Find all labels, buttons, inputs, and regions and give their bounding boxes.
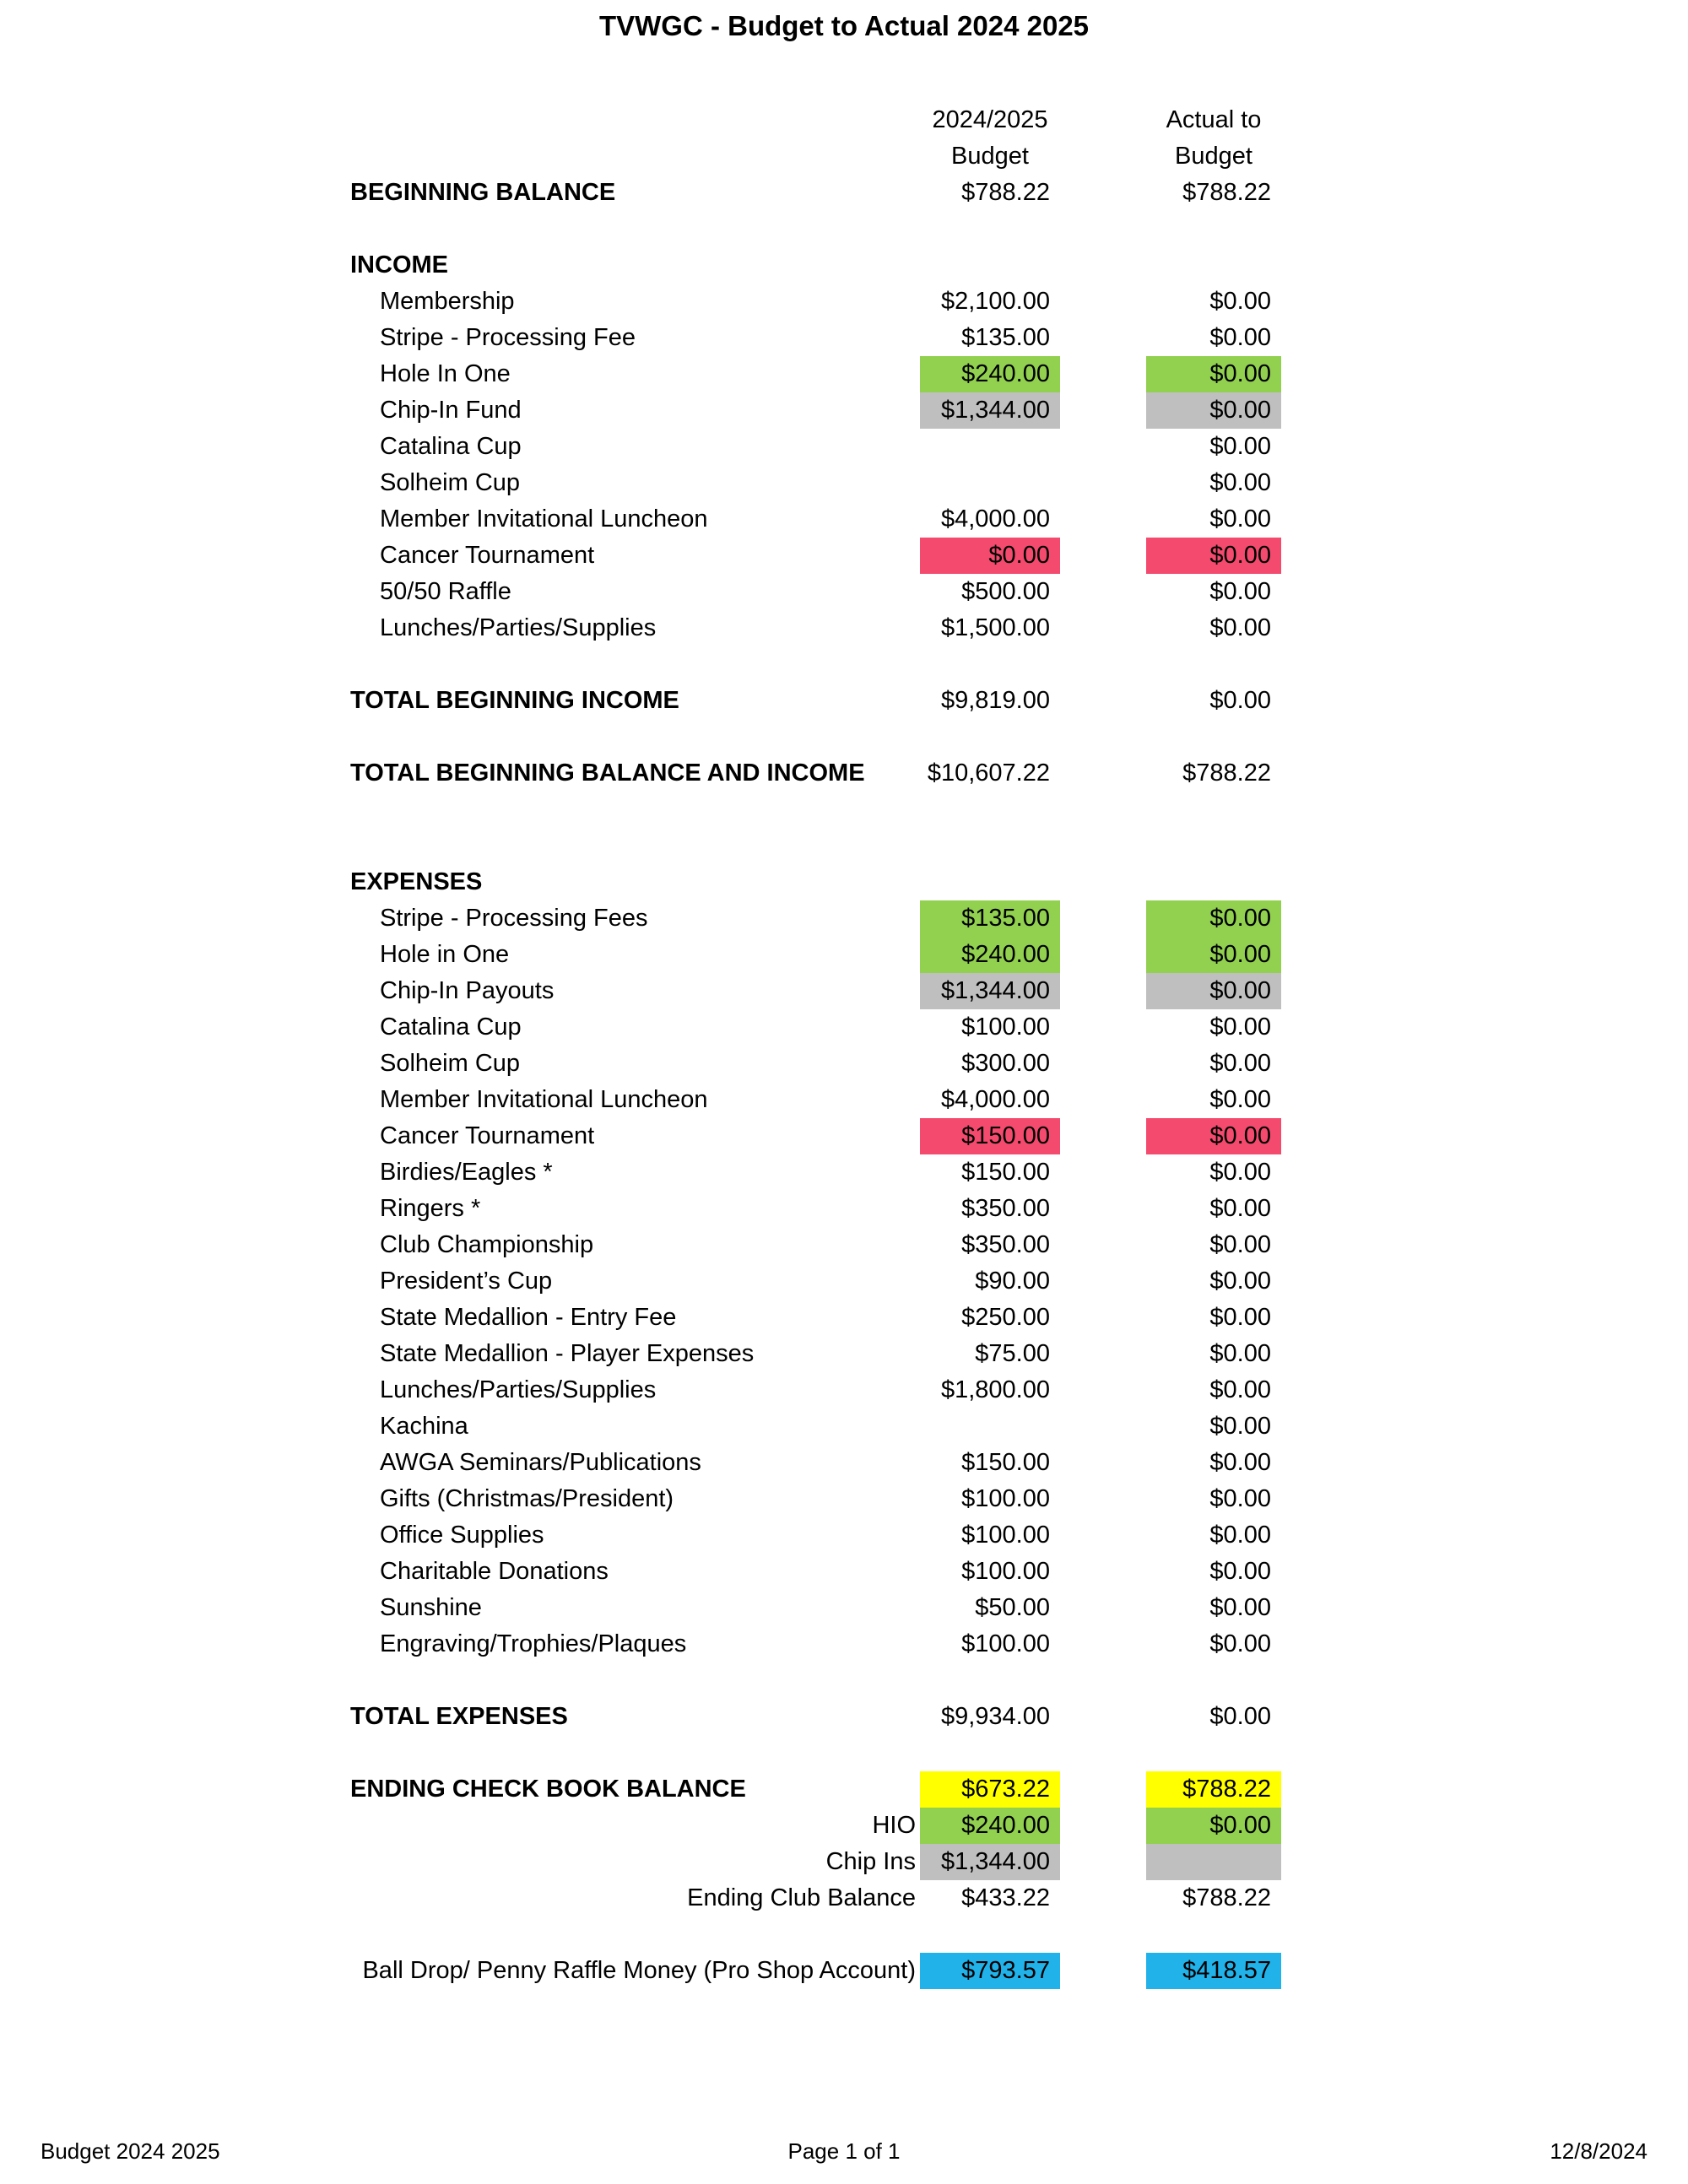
row-label: Stripe - Processing Fees <box>380 905 648 932</box>
table-row <box>0 1408 1688 1445</box>
row-label: EXPENSES <box>350 868 483 895</box>
actual-value-cell: $0.00 <box>1146 973 1281 1009</box>
actual-value-cell: $0.00 <box>1209 433 1271 460</box>
column-gap <box>1060 1517 1146 1554</box>
column-gap <box>1060 356 1146 392</box>
actual-value-cell: $0.00 <box>1209 1195 1271 1222</box>
table-row <box>0 284 1688 320</box>
column-gap <box>1060 1445 1146 1481</box>
column-gap <box>1060 574 1146 610</box>
table-row <box>0 1082 1688 1118</box>
row-label: Hole In One <box>380 360 511 387</box>
row-label: State Medallion - Player Expenses <box>380 1340 755 1367</box>
table-row <box>0 1481 1688 1517</box>
table-row <box>0 1118 1688 1154</box>
actual-value-cell <box>1146 864 1281 900</box>
row-label: Club Championship <box>380 1231 594 1258</box>
table-row <box>0 1445 1688 1481</box>
table-row <box>0 501 1688 538</box>
actual-value-cell: $0.00 <box>1209 505 1271 532</box>
actual-value-cell: $0.00 <box>1146 356 1281 392</box>
actual-value-cell: $0.00 <box>1209 1231 1271 1258</box>
column-header-row-2 <box>0 138 1688 175</box>
budget-value-cell <box>920 864 1060 900</box>
table-row <box>0 1808 1688 1844</box>
budget-value-cell: $100.00 <box>961 1014 1050 1041</box>
actual-value-cell: $0.00 <box>1209 1630 1271 1657</box>
column-gap <box>1060 1844 1146 1880</box>
budget-value-cell: $1,344.00 <box>920 392 1060 429</box>
actual-value-cell: $788.22 <box>1182 760 1271 787</box>
table-row <box>0 175 1688 211</box>
actual-value-cell: $788.22 <box>1182 1884 1271 1911</box>
row-label: Lunches/Parties/Supplies <box>380 1376 657 1403</box>
spacer-row <box>0 792 1688 828</box>
row-label: Stripe - Processing Fee <box>380 324 636 351</box>
table-row <box>0 1191 1688 1227</box>
row-label: INCOME <box>350 251 448 278</box>
row-label: HIO <box>872 1812 916 1839</box>
actual-value-cell: $0.00 <box>1146 1808 1281 1844</box>
budget-value-cell: $240.00 <box>920 356 1060 392</box>
row-label: Birdies/Eagles * <box>380 1159 553 1186</box>
table-row <box>0 610 1688 646</box>
table-row <box>0 538 1688 574</box>
table-row <box>0 1300 1688 1336</box>
column-gap <box>1060 937 1146 973</box>
budget-column-header-line2: Budget <box>951 143 1029 170</box>
row-label: Office Supplies <box>380 1522 544 1549</box>
actual-value-cell: $0.00 <box>1209 1159 1271 1186</box>
column-gap <box>1060 1191 1146 1227</box>
budget-value-cell: $2,100.00 <box>940 288 1050 315</box>
spacer-row <box>0 828 1688 864</box>
budget-value-cell <box>920 1408 1060 1445</box>
column-gap <box>1060 1336 1146 1372</box>
budget-value-cell: $135.00 <box>961 324 1050 351</box>
column-gap <box>1060 1554 1146 1590</box>
table-row <box>0 1880 1688 1916</box>
actual-value-cell: $418.57 <box>1146 1953 1281 1989</box>
column-gap <box>1060 538 1146 574</box>
table-rows <box>0 175 1688 1989</box>
row-label: Membership <box>380 288 515 315</box>
actual-value-cell: $0.00 <box>1209 614 1271 641</box>
table-row <box>0 1046 1688 1082</box>
column-gap <box>1060 973 1146 1009</box>
actual-value-cell: $0.00 <box>1146 900 1281 937</box>
table-row <box>0 1154 1688 1191</box>
column-gap <box>1060 1771 1146 1808</box>
spacer-row <box>0 211 1688 247</box>
row-label: Chip Ins <box>825 1848 916 1875</box>
row-label: Cancer Tournament <box>380 1122 595 1149</box>
budget-value-cell: $4,000.00 <box>940 505 1050 532</box>
row-label: Catalina Cup <box>380 433 522 460</box>
budget-value-cell <box>920 247 1060 284</box>
budget-value-cell: $793.57 <box>920 1953 1060 1989</box>
table-row <box>0 973 1688 1009</box>
row-label: Chip-In Fund <box>380 397 522 424</box>
row-label: President’s Cup <box>380 1268 553 1295</box>
row-label: ENDING CHECK BOOK BALANCE <box>350 1776 746 1803</box>
column-gap <box>1060 1372 1146 1408</box>
budget-value-cell: $500.00 <box>961 578 1050 605</box>
column-gap <box>1060 138 1146 175</box>
budget-value-cell: $10,607.22 <box>927 760 1050 787</box>
row-label: Ending Club Balance <box>687 1884 916 1911</box>
column-gap <box>1060 755 1146 792</box>
actual-value-cell: $788.22 <box>1146 1771 1281 1808</box>
row-label: Chip-In Payouts <box>380 977 555 1004</box>
column-gap <box>1060 1300 1146 1336</box>
row-label: Hole in One <box>380 941 510 968</box>
actual-value-cell: $0.00 <box>1209 578 1271 605</box>
budget-value-cell: $300.00 <box>961 1050 1050 1077</box>
column-gap <box>1060 284 1146 320</box>
budget-value-cell: $788.22 <box>961 179 1050 206</box>
table-row <box>0 1372 1688 1408</box>
table-row <box>0 465 1688 501</box>
column-header-spacer <box>0 102 920 138</box>
budget-value-cell: $673.22 <box>920 1771 1060 1808</box>
actual-value-cell: $0.00 <box>1209 1522 1271 1549</box>
row-label: TOTAL BEGINNING INCOME <box>350 687 679 714</box>
actual-column-header-line1: Actual to <box>1166 106 1262 133</box>
row-label: Kachina <box>380 1413 468 1440</box>
table-row <box>0 1227 1688 1263</box>
actual-value-cell: $0.00 <box>1209 1086 1271 1113</box>
column-gap <box>1060 1408 1146 1445</box>
budget-value-cell: $433.22 <box>961 1884 1050 1911</box>
budget-value-cell: $0.00 <box>920 538 1060 574</box>
table-row <box>0 392 1688 429</box>
budget-value-cell: $350.00 <box>961 1195 1050 1222</box>
table-row <box>0 429 1688 465</box>
actual-value-cell: $0.00 <box>1146 538 1281 574</box>
column-gap <box>1060 864 1146 900</box>
row-label: Engraving/Trophies/Plaques <box>380 1630 687 1657</box>
column-gap <box>1060 320 1146 356</box>
spacer-row <box>0 1662 1688 1699</box>
spacer-row <box>0 1916 1688 1953</box>
column-gap <box>1060 247 1146 284</box>
row-label: 50/50 Raffle <box>380 578 511 605</box>
actual-value-cell: $0.00 <box>1146 392 1281 429</box>
budget-value-cell: $250.00 <box>961 1304 1050 1331</box>
table-row <box>0 320 1688 356</box>
budget-value-cell: $50.00 <box>975 1594 1050 1621</box>
column-gap <box>1060 1046 1146 1082</box>
column-header-spacer <box>0 138 920 175</box>
actual-value-cell: $0.00 <box>1209 469 1271 496</box>
column-gap <box>1060 1880 1146 1916</box>
table-row <box>0 1699 1688 1735</box>
table-row <box>0 1263 1688 1300</box>
budget-value-cell: $100.00 <box>961 1630 1050 1657</box>
column-gap <box>1060 1699 1146 1735</box>
spacer-row <box>0 719 1688 755</box>
actual-value-cell: $0.00 <box>1209 1050 1271 1077</box>
table-row <box>0 937 1688 973</box>
budget-value-cell: $150.00 <box>961 1159 1050 1186</box>
budget-value-cell: $350.00 <box>961 1231 1050 1258</box>
column-gap <box>1060 1009 1146 1046</box>
budget-value-cell: $100.00 <box>961 1485 1050 1512</box>
budget-value-cell: $150.00 <box>961 1449 1050 1476</box>
column-gap <box>1060 1953 1146 1989</box>
budget-value-cell: $1,800.00 <box>940 1376 1050 1403</box>
row-label: TOTAL BEGINNING BALANCE AND INCOME <box>350 760 865 787</box>
table-row <box>0 574 1688 610</box>
actual-value-cell: $0.00 <box>1209 1485 1271 1512</box>
page-title: TVWGC - Budget to Actual 2024 2025 <box>598 10 1090 41</box>
row-label: Sunshine <box>380 1594 482 1621</box>
table-row <box>0 356 1688 392</box>
column-header-row-1 <box>0 102 1688 138</box>
actual-value-cell: $0.00 <box>1209 1340 1271 1367</box>
actual-value-cell: $0.00 <box>1209 1594 1271 1621</box>
table-row <box>0 864 1688 900</box>
actual-value-cell: $0.00 <box>1146 1118 1281 1154</box>
budget-value-cell: $150.00 <box>920 1118 1060 1154</box>
footer-page-number: Page 1 of 1 <box>787 2138 901 2164</box>
actual-value-cell <box>1146 1844 1281 1880</box>
table-row <box>0 247 1688 284</box>
actual-value-cell: $0.00 <box>1209 1014 1271 1041</box>
actual-value-cell: $0.00 <box>1209 1268 1271 1295</box>
column-gap <box>1060 1118 1146 1154</box>
row-label: Ringers * <box>380 1195 481 1222</box>
column-gap <box>1060 175 1146 211</box>
table-row <box>0 1554 1688 1590</box>
table-row <box>0 1844 1688 1880</box>
row-label: TOTAL EXPENSES <box>350 1703 568 1730</box>
budget-value-cell: $240.00 <box>920 1808 1060 1844</box>
budget-table <box>0 102 1688 1989</box>
actual-value-cell: $788.22 <box>1182 179 1271 206</box>
actual-value-cell: $0.00 <box>1209 324 1271 351</box>
row-label: Cancer Tournament <box>380 542 595 569</box>
row-label: Solheim Cup <box>380 469 521 496</box>
column-gap <box>1060 610 1146 646</box>
row-label: Lunches/Parties/Supplies <box>380 614 657 641</box>
budget-value-cell: $75.00 <box>975 1340 1050 1367</box>
table-row <box>0 1771 1688 1808</box>
actual-column-header-line2: Budget <box>1175 143 1252 170</box>
budget-value-cell: $1,344.00 <box>920 1844 1060 1880</box>
row-label: AWGA Seminars/Publications <box>380 1449 701 1476</box>
actual-value-cell: $0.00 <box>1209 288 1271 315</box>
row-label: Charitable Donations <box>380 1558 609 1585</box>
footer-document-name: Budget 2024 2025 <box>41 2138 220 2164</box>
budget-value-cell: $100.00 <box>961 1522 1050 1549</box>
column-gap <box>1060 1626 1146 1662</box>
table-row <box>0 1626 1688 1662</box>
column-gap <box>1060 102 1146 138</box>
column-gap <box>1060 1227 1146 1263</box>
column-gap <box>1060 501 1146 538</box>
budget-value-cell: $4,000.00 <box>940 1086 1050 1113</box>
spacer-row <box>0 1735 1688 1771</box>
column-gap <box>1060 1590 1146 1626</box>
table-row <box>0 1590 1688 1626</box>
budget-value-cell: $100.00 <box>961 1558 1050 1585</box>
column-gap <box>1060 1481 1146 1517</box>
budget-value-cell <box>920 465 1060 501</box>
actual-value-cell: $0.00 <box>1209 1304 1271 1331</box>
row-label: State Medallion - Entry Fee <box>380 1304 677 1331</box>
budget-value-cell <box>920 429 1060 465</box>
row-label: Gifts (Christmas/President) <box>380 1485 674 1512</box>
page-footer <box>41 2138 1647 2164</box>
actual-value-cell <box>1146 247 1281 284</box>
budget-value-cell: $90.00 <box>975 1268 1050 1295</box>
budget-value-cell: $135.00 <box>920 900 1060 937</box>
budget-column-header-line1: 2024/2025 <box>932 106 1048 133</box>
table-row <box>0 1517 1688 1554</box>
column-gap <box>1060 900 1146 937</box>
actual-value-cell: $0.00 <box>1209 1376 1271 1403</box>
row-label: Solheim Cup <box>380 1050 521 1077</box>
column-gap <box>1060 429 1146 465</box>
budget-value-cell: $9,934.00 <box>940 1703 1050 1730</box>
column-gap <box>1060 392 1146 429</box>
row-label: Member Invitational Luncheon <box>380 505 708 532</box>
row-label: Ball Drop/ Penny Raffle Money (Pro Shop Account) <box>362 1957 916 1984</box>
budget-value-cell: $240.00 <box>920 937 1060 973</box>
column-gap <box>1060 1154 1146 1191</box>
column-gap <box>1060 683 1146 719</box>
table-row <box>0 683 1688 719</box>
table-row <box>0 1336 1688 1372</box>
footer-date: 12/8/2024 <box>1550 2138 1647 2164</box>
row-label: Member Invitational Luncheon <box>380 1086 708 1113</box>
actual-value-cell: $0.00 <box>1209 687 1271 714</box>
column-gap <box>1060 1082 1146 1118</box>
actual-value-cell: $0.00 <box>1209 1558 1271 1585</box>
table-row <box>0 1009 1688 1046</box>
table-row <box>0 755 1688 792</box>
column-gap <box>1060 1808 1146 1844</box>
table-row <box>0 900 1688 937</box>
budget-value-cell: $9,819.00 <box>940 687 1050 714</box>
row-label: BEGINNING BALANCE <box>350 179 616 206</box>
column-gap <box>1060 1263 1146 1300</box>
actual-value-cell: $0.00 <box>1209 1449 1271 1476</box>
actual-value-cell: $0.00 <box>1209 1413 1271 1440</box>
row-label: Catalina Cup <box>380 1014 522 1041</box>
budget-value-cell: $1,344.00 <box>920 973 1060 1009</box>
column-gap <box>1060 465 1146 501</box>
spacer-row <box>0 646 1688 683</box>
budget-value-cell: $1,500.00 <box>940 614 1050 641</box>
actual-value-cell: $0.00 <box>1209 1703 1271 1730</box>
actual-value-cell: $0.00 <box>1146 937 1281 973</box>
table-row <box>0 1953 1688 1989</box>
